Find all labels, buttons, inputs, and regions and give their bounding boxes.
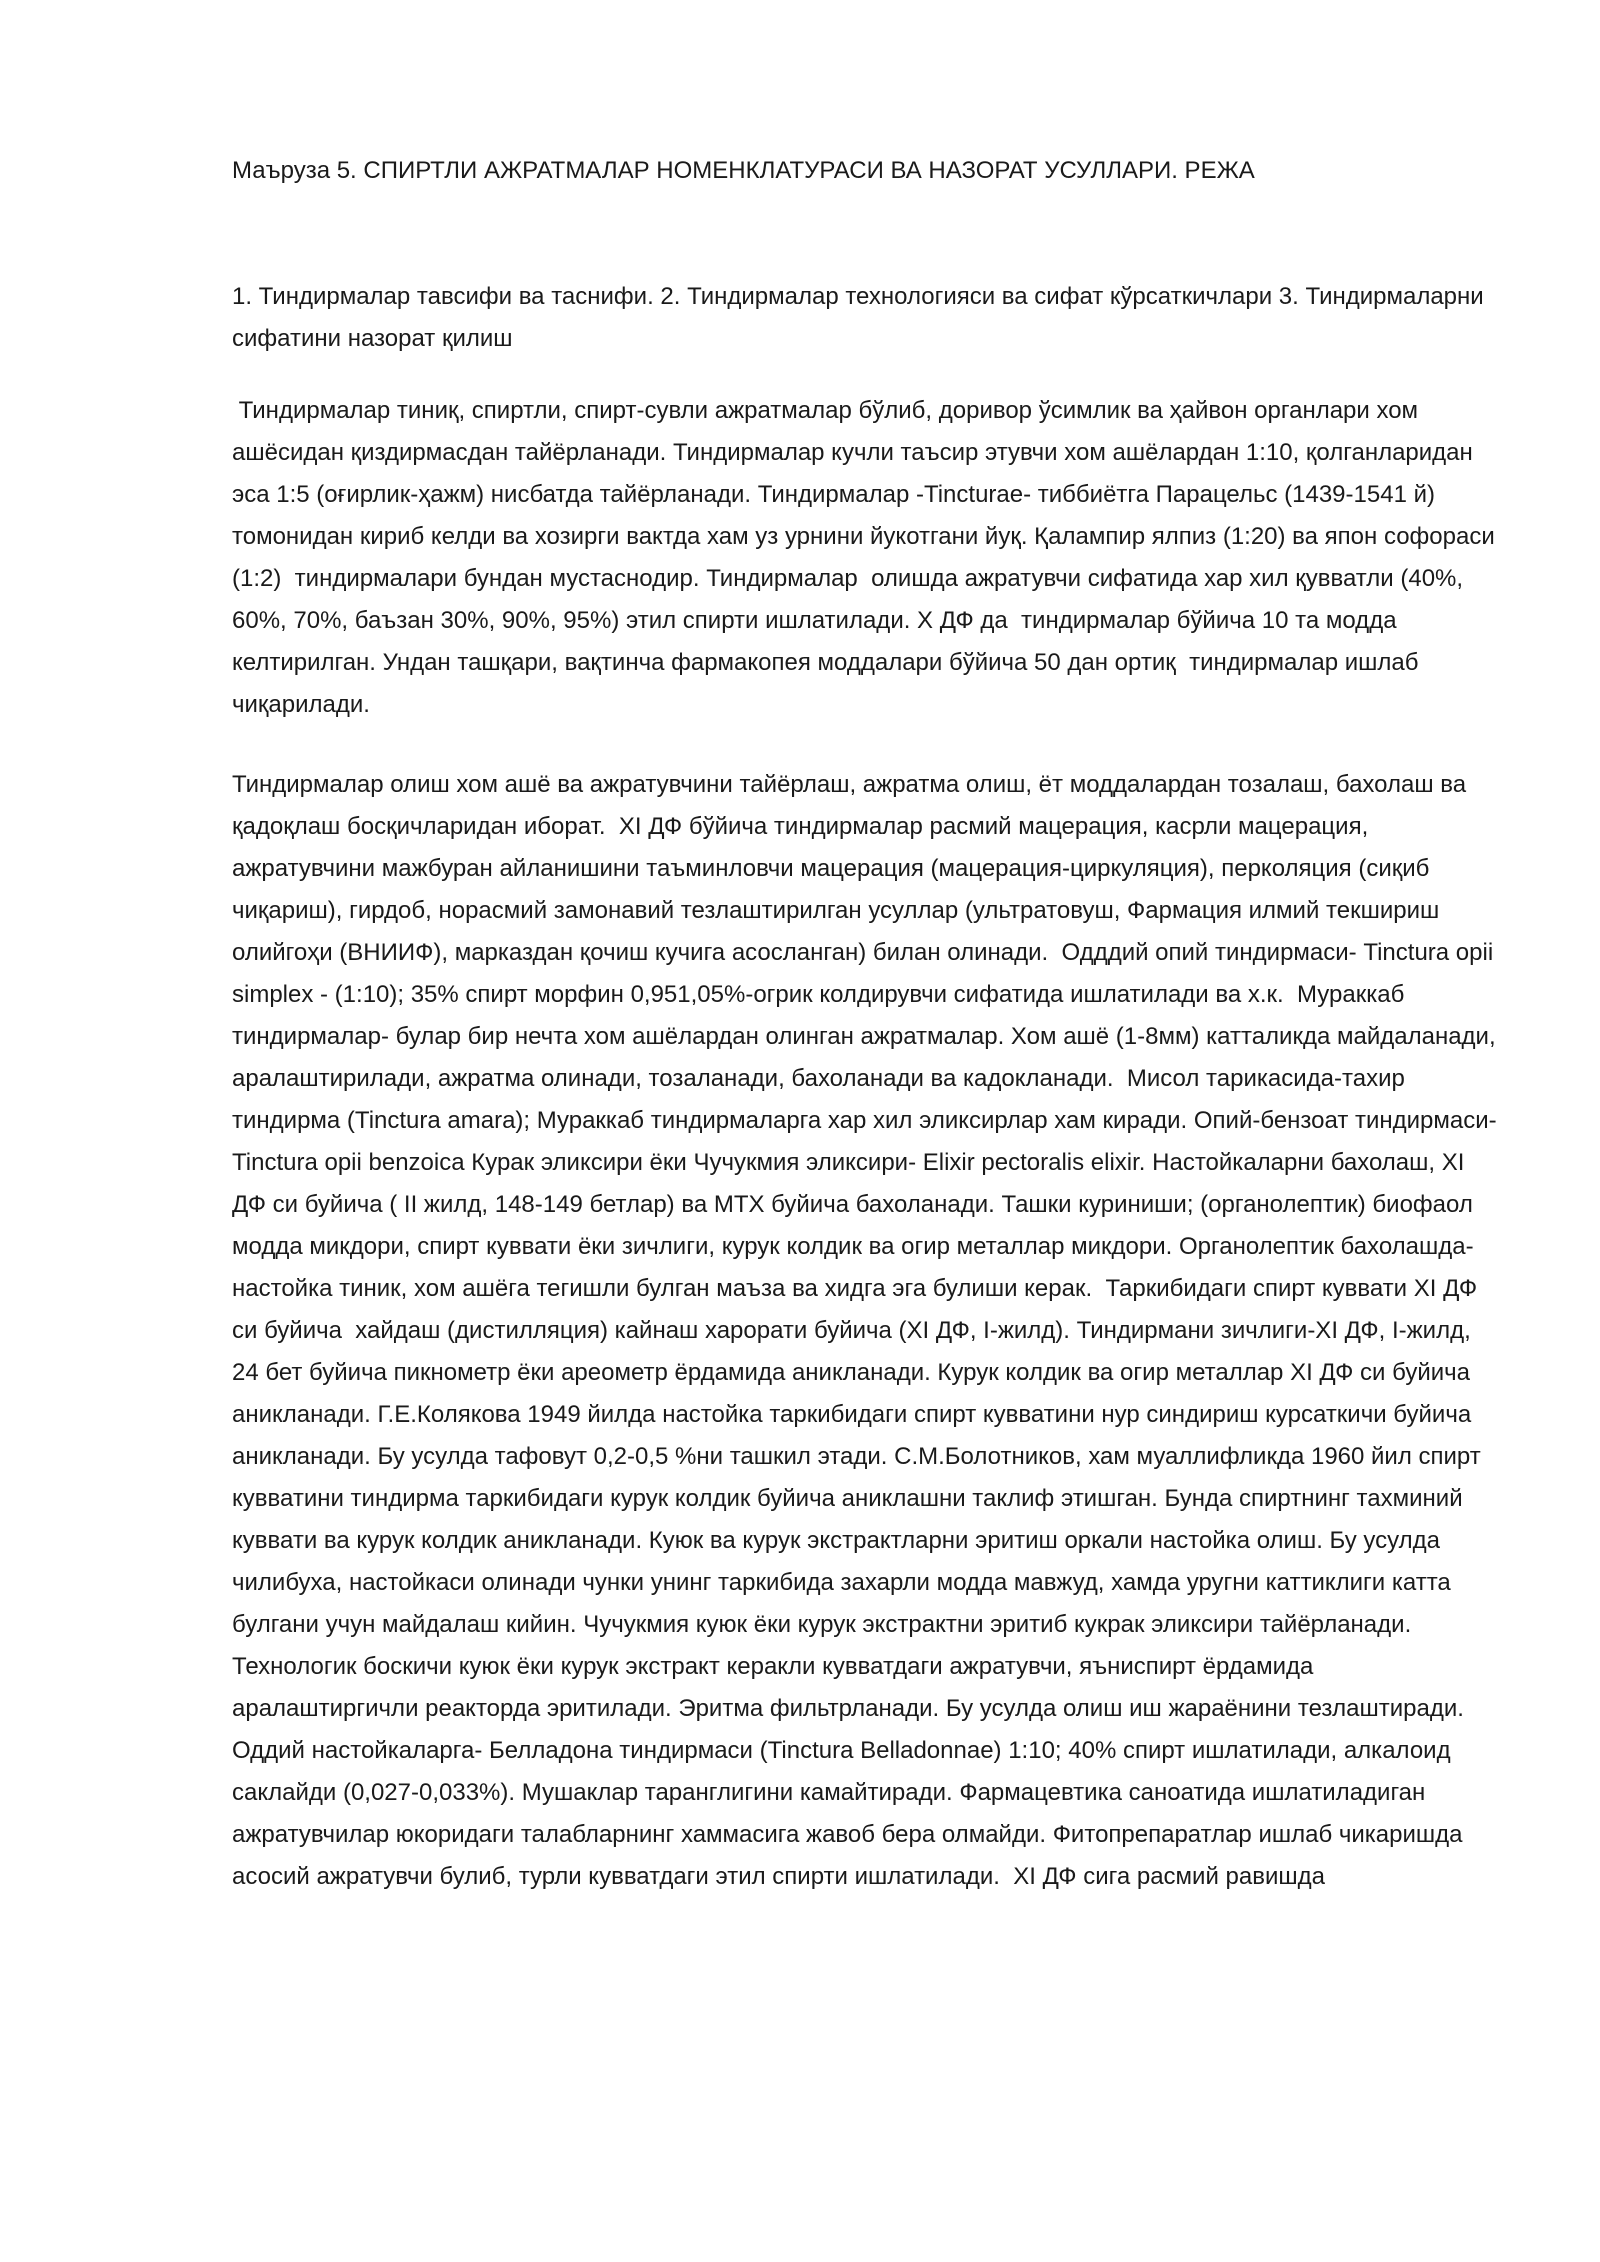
lecture-plan: 1. Тиндирмалар тавсифи ва таснифи. 2. Тиндирмалар технологияси ва сифат кўрсаткичлари 3. Тиндирмаларни сифатини назорат қилиш [232,283,1484,352]
paragraph-tinctures-definition: Тиндирмалар тиниқ, спиртли, спирт-сувли ажратмалар бўлиб, доривор ўсимлик ва ҳайвон органлари хом ашёсидан қиздирмасдан тайёрланади. Тиндирмалар кучли таъсир этувчи хом ашёлардан 1:10, қолганларидан эса 1:5 (оғирлик-ҳажм) нисбатда тайёрланади. Тиндирмалар -Tincturae- тиббиётга Парацельс (1439-1541 й) томонидан кириб келди ва хозирги вактда хам уз урнини йукотгани йуқ. Қалампир ялпиз (1:20) ва япон софораси (1:2) тиндирмалари бундан мустаснодир. Тиндирмалар олишда ажратувчи сифатида хар хил қувватли (40%, 60%, 70%, баъзан 30%, 90%, 95%) этил спирти ишлатилади. Х ДФ да тиндирмалар бўйича 10 та модда келтирилган. Ундан ташқари, вақтинча фармакопея моддалари бўйича 50 дан ортиқ тиндирмалар ишлаб чиқарилади. [232,397,1502,718]
paragraph-tinctures-production: Тиндирмалар олиш хом ашё ва ажратувчини тайёрлаш, ажратма олиш, ёт моддалардан тозалаш, бахолаш ва қадоқлаш босқичларидан иборат. ХI ДФ бўйича тиндирмалар расмий мацерация, касрли мацерация, ажратувчини мажбуран айланишини таъминловчи мацерация (мацерация-циркуляция), перколяция (сиқиб чиқариш), гирдоб, норасмий замонавий тезлаштирилган усуллар (ультратовуш, Фармация илмий текшириш олийгоҳи (ВНИИФ), марказдан қочиш кучига асосланган) билан олинади. Одддий опий тиндирмаси- Tinctura opii simplex - (1:10); 35% спирт морфин 0,951,05%-огрик колдирувчи сифатида ишлатилади ва х.к. Мураккаб тиндирмалар- булар бир нечта хом ашёлардан олинган ажратмалар. Хом ашё (1-8мм) катталикда майдаланади, аралаштирилади, ажратма олинади, тозаланади, бахоланади ва кадокланади. Мисол тарикасида-тахир тиндирма (Tinctura amara); Мураккаб тиндирмаларга хар хил эликсирлар хам киради. Опий-бензоат тиндирмаси- Tinctura opii benzoica Курак эликсири ёки Чучукмия эликсири- Elixir pectoralis elixir. Настойкаларни бахолаш, ХI ДФ си буйича ( II жилд, 148-149 бетлар) ва МТХ буйича бахоланади. Ташки куриниши; (органолептик) биофаол модда микдори, спирт куввати ёки зичлиги, курук колдик ва огир металлар микдори. Органолептик бахолашда- настойка тиник, хом ашёга тегишли булган маъза ва хидга эга булиши керак. Таркибидаги спирт куввати ХI ДФ си буйича хайдаш (дистилляция) кайнаш харорати буйича (ХI ДФ, I-жилд). Тиндирмани зичлиги-ХI ДФ, I-жилд, 24 бет буйича пикнометр ёки ареометр ёрдамида аникланади. Курук колдик ва огир металлар ХI ДФ си буйича аникланади. Г.Е.Колякова 1949 йилда настойка таркибидаги спирт кувватини нур синдириш курсаткичи буйича аникланади. Бу усулда тафовут 0,2-0,5 %ни ташкил этади. С.М.Болотников, хам муаллифликда 1960 йил спирт кувватини тиндирма таркибидаги курук колдик буйича аниклашни таклиф этишган. Бунда спиртнинг тахминий куввати ва курук колдик аникланади. Куюк ва курук экстрактларни эритиш оркали настойка олиш. Бу усулда чилибуха, настойкаси олинади чунки унинг таркибида захарли модда мавжуд, хамда уругни каттиклиги катта булгани учун майдалаш кийин. Чучукмия куюк ёки курук экстрактни эритиб кукрак эликсири тайёрланади. Технологик боскичи куюк ёки курук экстракт керакли кувватдаги ажратувчи, яъниспирт ёрдамида аралаштиргичли реакторда эритилади. Эритма фильтрланади. Бу усулда олиш иш жараёнини тезлаштиради. Оддий настойкаларга- Белладона тиндирмаси (Tinctura Belladonnae) 1:10; 40% спирт ишлатилади, алкалоид саклайди (0,027-0,033%). Мушаклар таранглигини камайтиради. Фармацевтика саноатида ишлатиладиган ажратувчилар юкоридаги талабларнинг хаммасига жавоб бера олмайди. Фитопрепаратлар ишлаб чикаришда асосий ажратувчи булиб, турли кувватдаги этил спирти ишлатилади. ХI ДФ сига расмий равишда [232,771,1504,1890]
document-body [232,150,1504,1936]
lecture-title: Маъруза 5. СПИРТЛИ АЖРАТМАЛАР НОМЕНКЛАТУРАСИ ВА НАЗОРАТ УСУЛЛАРИ. РЕЖА [232,157,1255,184]
